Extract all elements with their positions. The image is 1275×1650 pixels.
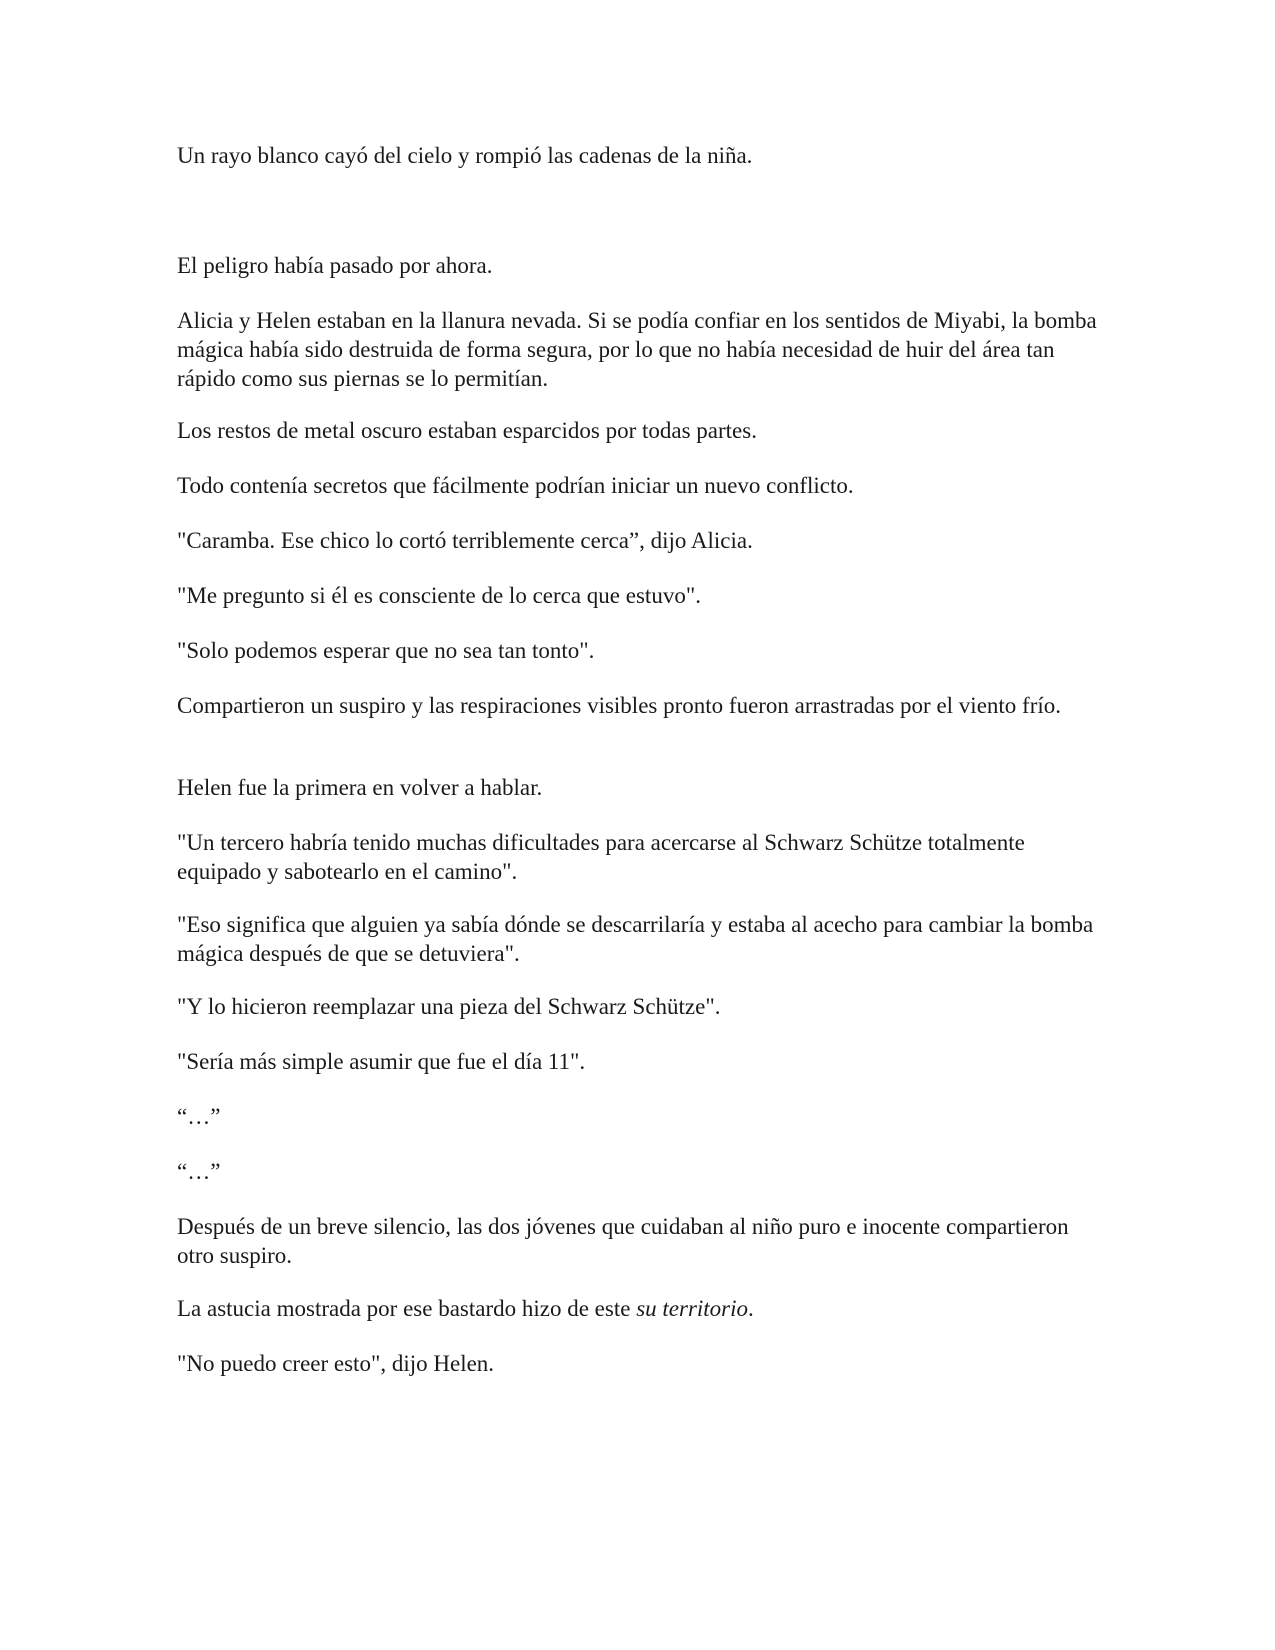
paragraph-text: "Caramba. Ese chico lo cortó terriblemente cerca”, dijo Alicia.	[177, 528, 753, 553]
paragraph-compartieron	[177, 691, 1097, 720]
paragraph-astucia	[177, 1294, 1097, 1323]
paragraph-text: "Sería más simple asumir que fue el día 11".	[177, 1049, 586, 1074]
paragraph-text: Después de un breve silencio, las dos jóvenes que cuidaban al niño puro e inocente compartieron otro suspiro.	[177, 1214, 1069, 1268]
paragraph-text: "Un tercero habría tenido muchas dificultades para acercarse al Schwarz Schütze totalmente equipado y sabotearlo en el camino".	[177, 830, 1025, 884]
paragraph-text: Todo contenía secretos que fácilmente podrían iniciar un nuevo conflicto.	[177, 473, 854, 498]
paragraph-eso-significa	[177, 910, 1097, 968]
paragraph-dia-11	[177, 1047, 1097, 1076]
astucia-italic-text: su territorio	[636, 1296, 749, 1321]
paragraph-tercero	[177, 828, 1097, 886]
paragraph-rayo	[177, 141, 1097, 170]
paragraph-reemplazar	[177, 992, 1097, 1021]
paragraph-text: "Y lo hicieron reemplazar una pieza del Schwarz Schütze".	[177, 994, 721, 1019]
paragraph-text: Los restos de metal oscuro estaban esparcidos por todas partes.	[177, 418, 757, 443]
paragraph-silencio	[177, 1212, 1097, 1270]
paragraph-text: Un rayo blanco cayó del cielo y rompió las cadenas de la niña.	[177, 143, 753, 168]
paragraph-text: "Solo podemos esperar que no sea tan tonto".	[177, 638, 595, 663]
paragraph-ellipsis-2	[177, 1157, 1097, 1186]
paragraph-caramba	[177, 526, 1097, 555]
paragraph-me-pregunto	[177, 581, 1097, 610]
paragraph-secretos	[177, 471, 1097, 500]
paragraph-text: Compartieron un suspiro y las respiraciones visibles pronto fueron arrastradas por el viento frío.	[177, 693, 1061, 718]
paragraph-text: Helen fue la primera en volver a hablar.	[177, 775, 543, 800]
paragraph-restos	[177, 416, 1097, 445]
paragraph-text	[177, 1294, 1097, 1323]
paragraph-text: "No puedo creer esto", dijo Helen.	[177, 1351, 495, 1376]
paragraph-alicia-helen	[177, 306, 1097, 393]
paragraph-no-puedo	[177, 1349, 1097, 1378]
paragraph-text: “…”	[177, 1104, 221, 1129]
paragraph-text: "Eso significa que alguien ya sabía dónde se descarrilaría y estaba al acecho para cambiar la bomba mágica después de que se detuviera".	[177, 912, 1094, 966]
astucia-text-after: .	[748, 1296, 754, 1321]
paragraph-solo-podemos	[177, 636, 1097, 665]
paragraph-helen-fue	[177, 773, 1097, 802]
astucia-text-before: La astucia mostrada por ese bastardo hizo de este	[177, 1296, 637, 1321]
paragraph-text: Alicia y Helen estaban en la llanura nevada. Si se podía confiar en los sentidos de Miyabi, la bomba mágica había sido destruida de forma segura, por lo que no había necesidad de huir del área tan rápido como sus piernas se lo permitían.	[177, 308, 1097, 391]
paragraph-ellipsis-1	[177, 1102, 1097, 1131]
paragraph-text: "Me pregunto si él es consciente de lo cerca que estuvo".	[177, 583, 701, 608]
paragraph-text: El peligro había pasado por ahora.	[177, 253, 493, 278]
paragraph-peligro	[177, 251, 1097, 280]
paragraph-text: “…”	[177, 1159, 221, 1184]
